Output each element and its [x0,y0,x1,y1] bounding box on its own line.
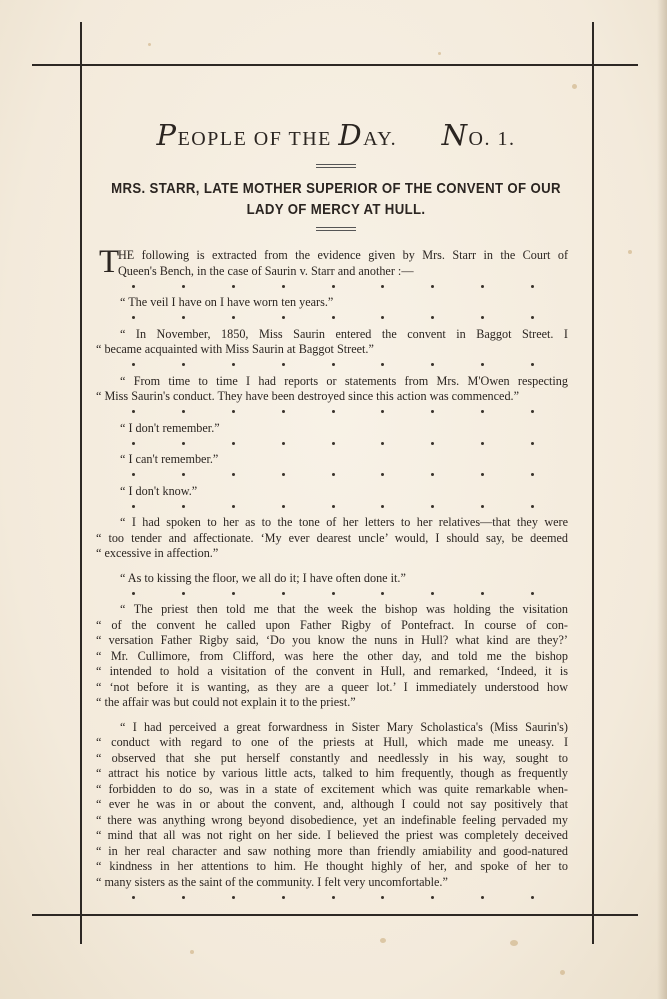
ellipsis-dot [481,592,484,595]
ellipsis-dot [182,410,185,413]
ellipsis-dot [332,473,335,476]
ellipsis-dot [481,316,484,319]
ellipsis-dot [381,285,384,288]
text-line: “ observed that she put herself constantly and needlessly in his way, sought to [96,750,568,765]
quote-paragraph [96,452,568,468]
text-line: “ mind that all was not right on her side. I believed the priest was completely deceived [96,828,568,842]
ellipsis-dot [431,442,434,445]
text-line: “ From time to time I had reports or statements from Mrs. M'Owen respecting [120,373,568,388]
foxing-spot [572,84,577,89]
ellipsis-dot [381,592,384,595]
title-initial: D [338,118,364,152]
ellipsis-dot [232,505,235,508]
paragraph-gap [96,711,568,718]
ellipsis-dots-row [96,499,568,513]
text-line: “ I don't know.” [120,483,198,498]
ellipsis-dot [182,285,185,288]
ellipsis-dot [431,316,434,319]
ellipsis-dot [531,896,534,899]
ellipsis-dots-row [96,311,568,325]
quote-paragraph [96,327,568,358]
quote-paragraph [96,720,568,891]
ellipsis-dot [132,896,135,899]
text-line: “ I had spoken to her as to the tone of her letters to her relatives—that they were [120,515,568,529]
text-line: HE following is extracted from the evidence given by Mrs. Starr in the Court of [118,248,568,262]
text-line: “ Miss Saurin's conduct. They have been destroyed since this action was commenced.” [96,389,519,403]
ellipsis-dots-row [96,436,568,450]
ellipsis-dot [332,363,335,366]
ellipsis-dot [431,410,434,413]
text-line: “ intended to hold a visitation of the convent in Hull, and remarked, ‘Indeed, it is [96,664,568,678]
ellipsis-dot [182,473,185,476]
ellipsis-dot [132,592,135,595]
quote-paragraph [96,571,568,587]
text-line: “ I had perceived a great forwardness in Sister Mary Scholastica's (Miss Saurin's) [120,719,568,734]
ellipsis-dot [332,442,335,445]
ellipsis-dot [132,410,135,413]
subtitle-line: LADY OF MERCY AT HULL. [246,201,426,218]
text-line: “ excessive in affection.” [96,546,219,560]
text-line: “ kindness in her attentions to him. He thought highly of her, and spoke of her to [96,859,568,873]
ellipsis-dot [531,316,534,319]
number-initial: N [441,118,469,152]
ellipsis-dot [531,285,534,288]
title-word: EOPLE [177,128,248,150]
text-line: “ I can't remember.” [120,452,219,466]
ellipsis-dot [132,473,135,476]
ellipsis-dot [232,592,235,595]
ellipsis-dot [431,896,434,899]
text-line: “ became acquainted with Miss Saurin at Baggot Street.” [96,342,374,356]
ellipsis-dot [182,442,185,445]
quote-paragraph [96,295,568,311]
ellipsis-dot [531,363,534,366]
title-divider [316,164,356,168]
top-rule [32,64,638,66]
foxing-spot [560,970,565,975]
text-line: “ versation Father Rigby said, ‘Do you know the nuns in Hull? what kind are they?’ [96,633,568,647]
subtitle-divider [316,227,356,231]
text-line: “ conduct with regard to one of the priests at Hull, which made me uneasy. I [96,735,568,749]
text-line: “ ever he was in or about the convent, and, although I could not say positively that [96,797,568,811]
ellipsis-dot [132,505,135,508]
ellipsis-dot [381,410,384,413]
ellipsis-dot [232,410,235,413]
quote-paragraph [96,484,568,500]
ellipsis-dot [132,316,135,319]
ellipsis-dot [282,410,285,413]
text-line: “ in her real character and saw nothing more than friendly amiability and good-natured [96,843,568,858]
ellipsis-dots-row [96,468,568,482]
ellipsis-dot [481,285,484,288]
text-line: “ I don't remember.” [120,420,220,435]
text-line: “ Mr. Cullimore, from Clifford, was here the other day, and told me the bishop [96,648,568,663]
paragraph-gap [96,562,568,569]
ellipsis-dot [232,896,235,899]
foxing-spot [438,52,441,55]
ellipsis-dots-row [96,405,568,419]
ellipsis-dot [132,285,135,288]
ellipsis-dots-row [96,890,568,904]
ellipsis-dot [431,285,434,288]
ellipsis-dot [481,410,484,413]
ellipsis-dot [232,316,235,319]
ellipsis-dot [132,363,135,366]
issue-number: O. 1. [468,128,516,150]
ellipsis-dot [481,473,484,476]
subtitle-line: MRS. STARR, LATE MOTHER SUPERIOR OF THE CONVENT OF OUR [111,180,561,197]
ellipsis-dot [332,316,335,319]
ellipsis-dot [381,473,384,476]
quote-paragraph [96,602,568,711]
ellipsis-dot [282,473,285,476]
ellipsis-dot [381,896,384,899]
ellipsis-dot [332,505,335,508]
drop-cap: T [99,244,120,280]
ellipsis-dots-row [96,586,568,600]
ellipsis-dot [481,896,484,899]
ellipsis-dot [531,410,534,413]
ellipsis-dot [481,442,484,445]
text-line: “ In November, 1850, Miss Saurin entered the convent in Baggot Street. I [120,326,568,341]
foxing-spot [190,950,194,954]
ellipsis-dot [282,442,285,445]
article-body [96,244,568,904]
ellipsis-dots-row [96,279,568,293]
ellipsis-dot [282,363,285,366]
ellipsis-dot [381,442,384,445]
ellipsis-dot [282,592,285,595]
ellipsis-dot [481,363,484,366]
ellipsis-dot [132,442,135,445]
text-line: “ there was anything wrong beyond disobedience, yet an indefinable feeling pervaded my [96,812,568,827]
ellipsis-dot [431,363,434,366]
ellipsis-dot [182,505,185,508]
article-subtitle [111,178,562,220]
text-line: “ too tender and affectionate. ‘My ever dearest uncle’ would, I should say, be deemed [96,530,568,545]
ellipsis-dot [481,505,484,508]
text-line: “ As to kissing the floor, we all do it; I have often done it.” [120,570,406,585]
quote-paragraph [96,374,568,405]
ellipsis-dot [232,285,235,288]
ellipsis-dot [531,505,534,508]
foxing-spot [510,940,518,946]
ellipsis-dot [431,473,434,476]
ellipsis-dot [381,316,384,319]
ellipsis-dot [282,896,285,899]
ellipsis-dot [531,442,534,445]
quote-paragraph [96,421,568,437]
title-word: OF THE [253,128,332,150]
foxing-spot [380,938,386,943]
text-line: Queen's Bench, in the case of Saurin v. Starr and another :— [118,263,414,278]
ellipsis-dot [182,592,185,595]
ellipsis-dot [232,363,235,366]
ellipsis-dot [232,442,235,445]
text-line: “ forbidden to do so, was in a state of excitement which was quite remarkable when- [96,781,568,796]
ellipsis-dot [531,592,534,595]
ellipsis-dot [431,592,434,595]
ellipsis-dot [431,505,434,508]
ellipsis-dot [182,896,185,899]
ellipsis-dot [531,473,534,476]
ellipsis-dot [282,285,285,288]
text-line: “ attract his notice by various little acts, talked to him frequently, though as frequently [96,766,568,780]
foxing-spot [148,43,151,46]
ellipsis-dot [282,505,285,508]
bottom-rule [32,914,638,916]
text-line: “ of the convent he called upon Father Rigby of Pontefract. In course of con- [96,617,568,632]
intro-paragraph [96,244,568,280]
ellipsis-dot [282,316,285,319]
quote-paragraph [96,515,568,562]
text-line: “ ‘not before it is wanting, as they are a queer lot.’ I immediately understood how [96,679,568,694]
page-edge-shadow [657,0,667,999]
ellipsis-dot [332,410,335,413]
ellipsis-dot [182,316,185,319]
text-line: “ The priest then told me that the week the bishop was holding the visitation [120,602,568,616]
foxing-spot [628,250,632,254]
ellipsis-dot [182,363,185,366]
title-word: AY. [363,128,398,150]
page-header [80,118,592,168]
ellipsis-dot [332,592,335,595]
ellipsis-dot [381,363,384,366]
text-line: “ the affair was but could not explain it to the priest.” [96,695,356,709]
ellipsis-dot [232,473,235,476]
ellipsis-dot [381,505,384,508]
text-line: “ The veil I have on I have worn ten years.” [120,295,334,309]
ellipsis-dot [332,896,335,899]
text-line: “ many sisters as the saint of the community. I felt very uncomfortable.” [96,874,448,889]
title-initial: P [156,118,178,152]
right-rule [592,22,594,944]
ellipsis-dot [332,285,335,288]
page-title [80,118,592,152]
ellipsis-dots-row [96,358,568,372]
